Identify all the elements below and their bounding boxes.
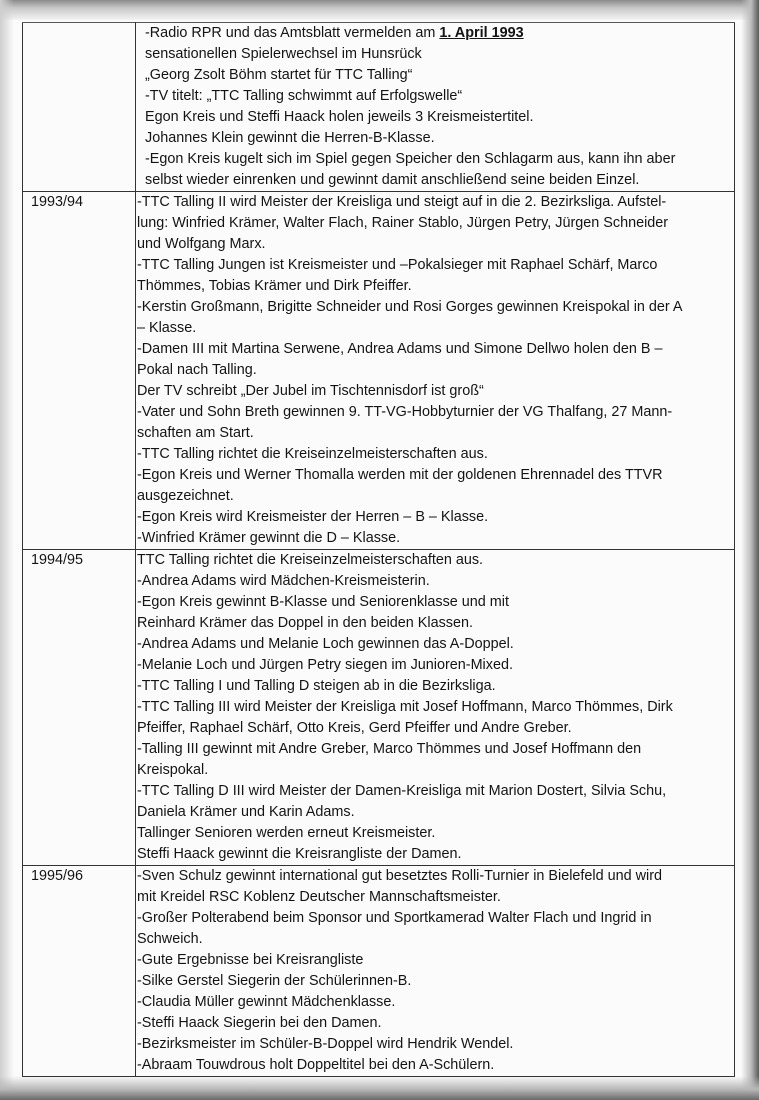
event-text: -TV titelt: „TTC Talling schwimmt auf Erfolgswelle“ (145, 88, 463, 104)
event-line (137, 1013, 730, 1034)
season-events (136, 550, 735, 866)
season-events (136, 866, 735, 1077)
event-text: ausgezeichnet. (137, 488, 234, 504)
event-line (137, 234, 730, 255)
event-line (137, 381, 730, 402)
event-text: -Egon Kreis und Werner Thomalla werden mit der goldenen Ehrennadel des TTVR (137, 467, 663, 483)
event-text: -Melanie Loch und Jürgen Petry siegen im Junioren-Mixed. (137, 657, 513, 673)
scan-edge-top (0, 0, 759, 20)
event-text: Egon Kreis und Steffi Haack holen jeweils 3 Kreismeistertitel. (145, 109, 534, 125)
event-line (137, 465, 730, 486)
event-text: „Georg Zsolt Böhm startet für TTC Talling“ (145, 67, 413, 83)
chronicle-table (22, 22, 735, 1077)
event-line (137, 613, 730, 634)
event-text: Johannes Klein gewinnt die Herren-B-Klasse. (145, 130, 435, 146)
chronicle-row (23, 23, 735, 192)
event-line (137, 44, 730, 65)
event-text: Steffi Haack gewinnt die Kreisrangliste der Damen. (137, 846, 462, 862)
event-text: -Steffi Haack Siegerin bei den Damen. (137, 1015, 382, 1031)
scan-edge-right (741, 0, 759, 1100)
event-text: lung: Winfried Krämer, Walter Flach, Rainer Stablo, Jürgen Petry, Jürgen Schneider (137, 215, 669, 231)
event-text: -Vater und Sohn Breth gewinnen 9. TT-VG-Hobbyturnier der VG Thalfang, 27 Mann- (137, 404, 673, 420)
season-label (23, 23, 136, 192)
chronicle-row (23, 192, 735, 550)
event-text: Der TV schreibt „Der Jubel im Tischtennisdorf ist groß“ (137, 383, 484, 399)
season-events (136, 23, 735, 192)
event-text: -TTC Talling III wird Meister der Kreisliga mit Josef Hoffmann, Marco Thömmes, Dirk (137, 699, 673, 715)
event-line (137, 760, 730, 781)
event-text: -Großer Polterabend beim Sponsor und Sportkamerad Walter Flach und Ingrid in (137, 910, 652, 926)
event-text: -Winfried Krämer gewinnt die D – Klasse. (137, 530, 401, 546)
event-text: -Gute Ergebnisse bei Kreisrangliste (137, 952, 364, 968)
event-line (137, 213, 730, 234)
event-line (137, 718, 730, 739)
event-text: -Damen III mit Martina Serwene, Andrea Adams und Simone Dellwo holen den B – (137, 341, 663, 357)
event-text: Thömmes, Tobias Krämer und Dirk Pfeiffer. (137, 278, 412, 294)
event-text: -TTC Talling II wird Meister der Kreisliga und steigt auf in die 2. Bezirksliga. Aufstel- (137, 194, 667, 210)
event-text: Pokal nach Talling. (137, 362, 257, 378)
event-line (137, 571, 730, 592)
event-text: -Bezirksmeister im Schüler-B-Doppel wird Hendrik Wendel. (137, 1036, 514, 1052)
event-text: und Wolfgang Marx. (137, 236, 266, 252)
event-line (137, 528, 730, 549)
season-events (136, 192, 735, 550)
event-line (137, 992, 730, 1013)
event-line (137, 318, 730, 339)
scan-edge-bottom (0, 1076, 759, 1100)
event-text: -TTC Talling I und Talling D steigen ab in die Bezirksliga. (137, 678, 496, 694)
event-text: -TTC Talling D III wird Meister der Damen-Kreisliga mit Marion Dostert, Silvia Schu, (137, 783, 667, 799)
event-line (137, 128, 730, 149)
event-line (137, 255, 730, 276)
event-line (137, 360, 730, 381)
event-line (137, 276, 730, 297)
event-text: -Silke Gerstel Siegerin der Schülerinnen-B. (137, 973, 412, 989)
event-line (137, 1055, 730, 1076)
event-line (137, 823, 730, 844)
event-line (137, 23, 730, 44)
event-line (137, 950, 730, 971)
event-line (137, 781, 730, 802)
event-line (137, 676, 730, 697)
event-line (137, 339, 730, 360)
event-line (137, 739, 730, 760)
chronicle-row (23, 866, 735, 1077)
event-text: TTC Talling richtet die Kreiseinzelmeisterschaften aus. (137, 552, 484, 568)
event-line (137, 655, 730, 676)
chronicle-row (23, 550, 735, 866)
event-line (137, 844, 730, 865)
event-text: sensationellen Spielerwechsel im Hunsrück (145, 46, 422, 62)
event-line (137, 486, 730, 507)
event-text: -Claudia Müller gewinnt Mädchenklasse. (137, 994, 396, 1010)
event-line (137, 592, 730, 613)
event-text: -Kerstin Großmann, Brigitte Schneider und Rosi Gorges gewinnen Kreispokal in der A (137, 299, 683, 315)
event-line (137, 192, 730, 213)
event-text: -Egon Kreis gewinnt B-Klasse und Seniorenklasse und mit (137, 594, 509, 610)
season-label: 1995/96 (23, 866, 136, 1077)
event-text: Pfeiffer, Raphael Schärf, Otto Kreis, Gerd Pfeiffer und Andre Greber. (137, 720, 572, 736)
event-text: -TTC Talling richtet die Kreiseinzelmeisterschaften aus. (137, 446, 488, 462)
highlighted-date: 1. April 1993 (439, 25, 524, 41)
event-line (137, 1034, 730, 1055)
event-text: -Abraam Touwdrous holt Doppeltitel bei den A-Schülern. (137, 1057, 495, 1073)
event-line (137, 929, 730, 950)
event-text: Daniela Krämer und Karin Adams. (137, 804, 355, 820)
chronicle-table-body (23, 23, 735, 1077)
event-text: Reinhard Krämer das Doppel in den beiden Klassen. (137, 615, 473, 631)
event-text: -Egon Kreis wird Kreismeister der Herren – B – Klasse. (137, 509, 489, 525)
season-label: 1993/94 (23, 192, 136, 550)
event-line (137, 65, 730, 86)
event-text: -Sven Schulz gewinnt international gut besetztes Rolli-Turnier in Bielefeld und wird (137, 868, 662, 884)
event-line (137, 297, 730, 318)
event-text: -Andrea Adams und Melanie Loch gewinnen das A-Doppel. (137, 636, 514, 652)
event-text: schaften am Start. (137, 425, 254, 441)
event-line (137, 507, 730, 528)
event-text: -Egon Kreis kugelt sich im Spiel gegen Speicher den Schlagarm aus, kann ihn aber (145, 151, 676, 167)
event-line (137, 908, 730, 929)
event-text: Schweich. (137, 931, 203, 947)
event-line (137, 170, 730, 191)
event-text: -Talling III gewinnt mit Andre Greber, Marco Thömmes und Josef Hoffmann den (137, 741, 642, 757)
event-line (137, 444, 730, 465)
event-line (137, 550, 730, 571)
scan-edge-left (0, 0, 14, 1100)
event-line (137, 697, 730, 718)
event-line (137, 402, 730, 423)
event-text: Tallinger Senioren werden erneut Kreismeister. (137, 825, 436, 841)
event-text: selbst wieder einrenken und gewinnt damit anschließend seine beiden Einzel. (145, 172, 640, 188)
event-line (137, 634, 730, 655)
event-text: mit Kreidel RSC Koblenz Deutscher Mannschaftsmeister. (137, 889, 501, 905)
event-line (137, 86, 730, 107)
event-line (137, 887, 730, 908)
event-line (137, 971, 730, 992)
event-line (137, 107, 730, 128)
event-text: -TTC Talling Jungen ist Kreismeister und –Pokalsieger mit Raphael Schärf, Marco (137, 257, 658, 273)
event-line (137, 423, 730, 444)
event-line (137, 802, 730, 823)
season-label: 1994/95 (23, 550, 136, 866)
event-text: – Klasse. (137, 320, 197, 336)
event-text: -Radio RPR und das Amtsblatt vermelden am (145, 25, 440, 41)
event-line (137, 149, 730, 170)
event-text: -Andrea Adams wird Mädchen-Kreismeisterin. (137, 573, 430, 589)
event-line (137, 866, 730, 887)
event-text: Kreispokal. (137, 762, 209, 778)
